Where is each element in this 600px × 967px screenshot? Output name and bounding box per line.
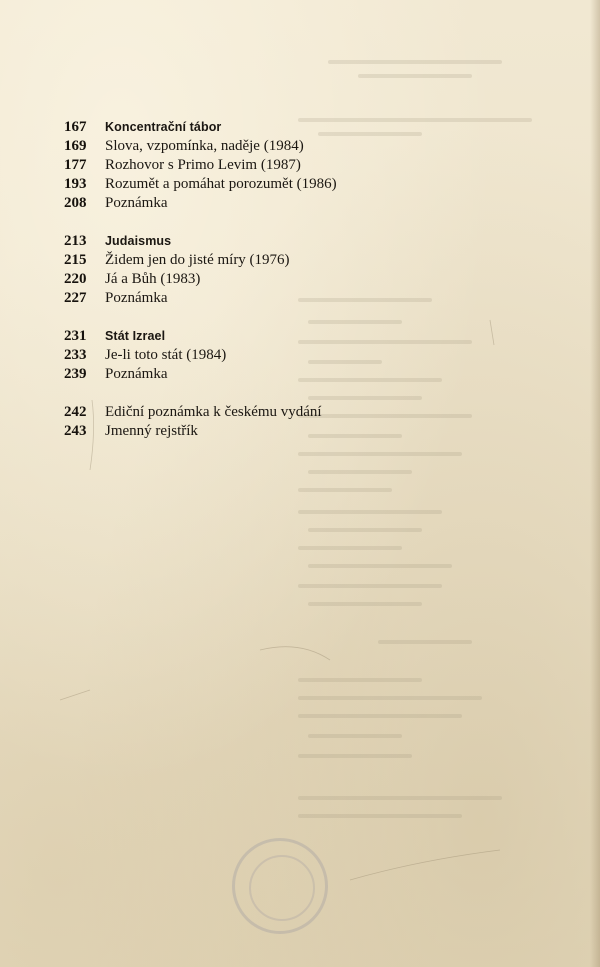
toc-entry <box>64 403 484 422</box>
entry-title: Poznámka <box>105 366 168 382</box>
entry-title: Je-li toto stát (1984) <box>105 347 227 363</box>
entry-title: Ediční poznámka k českému vydání <box>105 404 322 420</box>
page-number: 177 <box>64 157 87 173</box>
page-number: 169 <box>64 138 87 154</box>
toc-entry <box>64 346 484 365</box>
entry-title: Poznámka <box>105 290 168 306</box>
page-number: 213 <box>64 233 87 249</box>
page-number: 220 <box>64 271 87 287</box>
entry-title: Židem jen do jisté míry (1976) <box>105 252 290 268</box>
toc-heading <box>64 118 484 137</box>
toc-section-judaismus <box>64 232 484 308</box>
page-number: 227 <box>64 290 87 306</box>
toc-entry <box>64 251 484 270</box>
toc-heading <box>64 327 484 346</box>
page-number: 193 <box>64 176 87 192</box>
page-number: 239 <box>64 366 87 382</box>
toc-entry <box>64 156 484 175</box>
entry-title: Já a Bůh (1983) <box>105 271 201 287</box>
toc-entry <box>64 270 484 289</box>
entry-title: Jmenný rejstřík <box>105 423 198 439</box>
table-of-contents <box>64 118 484 460</box>
heading-title: Stát Izrael <box>105 329 166 343</box>
toc-entry <box>64 422 484 441</box>
heading-title: Koncentrační tábor <box>105 120 222 134</box>
toc-section-stat-izrael <box>64 327 484 384</box>
page-number: 233 <box>64 347 87 363</box>
faded-library-stamp <box>232 838 328 934</box>
page-edge-shadow <box>590 0 600 967</box>
page-number: 167 <box>64 119 87 135</box>
toc-entry <box>64 365 484 384</box>
page-number: 231 <box>64 328 87 344</box>
page-number: 215 <box>64 252 87 268</box>
toc-entry <box>64 194 484 213</box>
entry-title: Slova, vzpomínka, naděje (1984) <box>105 138 304 154</box>
heading-title: Judaismus <box>105 234 172 248</box>
page-number: 242 <box>64 404 87 420</box>
page-number: 243 <box>64 423 87 439</box>
page-number: 208 <box>64 195 87 211</box>
toc-entry <box>64 289 484 308</box>
entry-title: Rozumět a pomáhat porozumět (1986) <box>105 176 337 192</box>
entry-title: Rozhovor s Primo Levim (1987) <box>105 157 301 173</box>
toc-entry <box>64 137 484 156</box>
toc-entry <box>64 175 484 194</box>
toc-section-appendix <box>64 403 484 441</box>
entry-title: Poznámka <box>105 195 168 211</box>
toc-heading <box>64 232 484 251</box>
toc-section-koncentracni-tabor <box>64 118 484 213</box>
stamp-inner-ring <box>249 855 315 921</box>
